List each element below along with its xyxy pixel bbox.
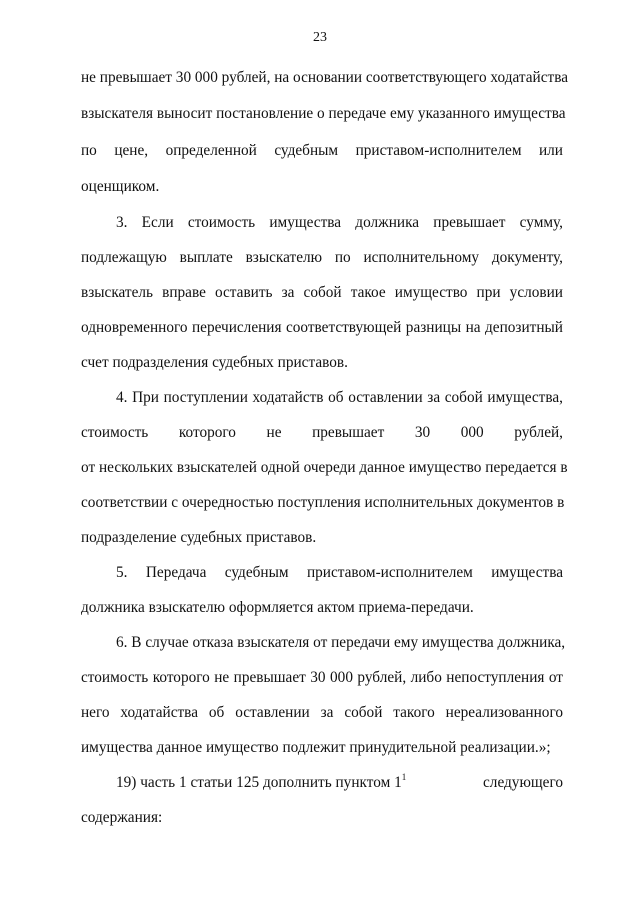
text-line: содержания: <box>81 809 163 826</box>
paragraph-3-line: 3. Если стоимость имущества должника превышает сумму, <box>116 214 563 231</box>
text-line: счет подразделения судебных приставов. <box>81 354 348 371</box>
paragraph-4-line: 4. При поступлении ходатайств об оставлении за собой имущества, <box>116 389 563 406</box>
page-number: 23 <box>313 30 327 45</box>
text-line: должника взыскателю оформляется актом приема-передачи. <box>81 599 474 616</box>
paragraph-6-line: 6. В случае отказа взыскателя от передачи ему имущества должника, <box>116 634 566 651</box>
item-19-tail: следующего <box>483 774 563 791</box>
text-line: взыскатель вправе оставить за собой такое имущество при условии <box>81 284 563 301</box>
text-line: не превышает 30 000 рублей, на основании соответствующего ходатайства <box>81 69 569 86</box>
item-19-text: 19) часть 1 статьи 125 дополнить пунктом $1^1$ <box>116 772 407 791</box>
text-line: имущества данное имущество подлежит принудительной реализации.»; <box>81 739 551 756</box>
text-line: соответствии с очередностью поступления исполнительных документов в <box>81 494 565 511</box>
text-line: него ходатайства об оставлении за собой такого нереализованного <box>81 704 563 721</box>
paragraph-5-line: 5. Передача судебным приставом-исполнителем имущества <box>116 564 563 581</box>
text-line: стоимость которого не превышает 30 000 рублей, <box>81 424 563 441</box>
text-line: подлежащую выплате взыскателю по исполнительному документу, <box>81 249 563 266</box>
text-line: подразделение судебных приставов. <box>81 529 317 546</box>
text-line: одновременного перечисления соответствующей разницы на депозитный <box>81 319 563 336</box>
superscript: 1 <box>401 772 407 782</box>
text-line: стоимость которого не превышает 30 000 рублей, либо непоступления от <box>81 669 563 686</box>
text-line: оценщиком. <box>81 178 160 195</box>
text-line: по цене, определенной судебным приставом-исполнителем или <box>81 142 563 159</box>
item-19-line <box>116 773 563 793</box>
text-line: взыскателя выносит постановление о передаче ему указанного имущества <box>81 105 566 122</box>
text-line: от нескольких взыскателей одной очереди данное имущество передается в <box>81 459 568 476</box>
